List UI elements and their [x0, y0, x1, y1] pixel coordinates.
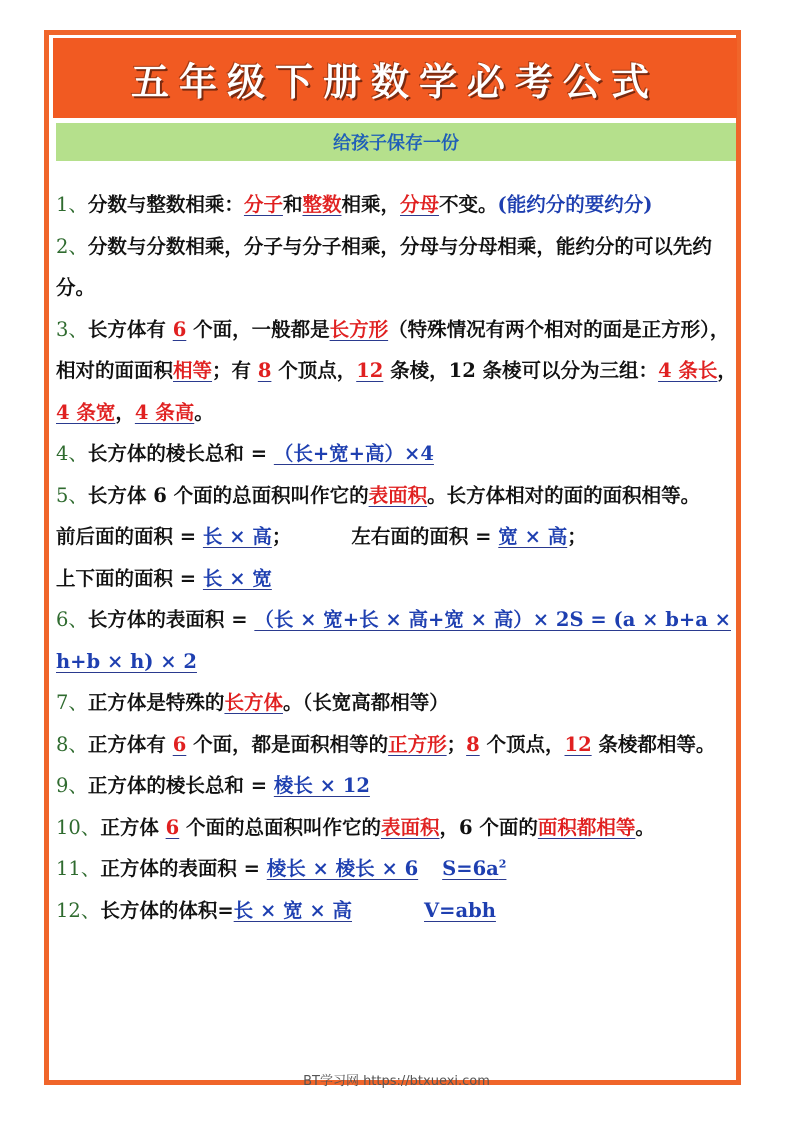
formula: 棱长 × 棱长 × 6: [266, 857, 419, 880]
keyword: 8: [466, 732, 480, 756]
list-item: [56, 433, 740, 475]
item-text: ，6 个面的: [439, 815, 538, 839]
keyword: 正方形: [388, 732, 447, 756]
keyword: 相等: [173, 359, 213, 382]
item-text: 。: [194, 400, 214, 424]
item-text: 长方体的表面积 =: [87, 608, 255, 631]
item-text: ；: [567, 525, 587, 548]
formula-base: S=6a: [442, 857, 499, 880]
item-number: 6、: [56, 608, 88, 631]
item-text: 个面，一般都是: [186, 317, 330, 341]
keyword: 表面积: [368, 483, 428, 507]
formula-exponent: 2: [498, 857, 507, 871]
item-text: 相乘，: [341, 193, 400, 216]
formula: 棱长 × 12: [273, 774, 370, 797]
list-item: [56, 309, 740, 434]
list-item: [56, 558, 740, 600]
item-text: 正方体是特殊的: [87, 691, 225, 714]
list-item: [56, 682, 740, 724]
item-number: 3、: [56, 317, 88, 341]
item-text: 长方体的体积=: [100, 898, 234, 922]
keyword: 表面积: [381, 815, 440, 839]
item-number: 4、: [56, 442, 88, 465]
keyword: 8: [257, 359, 272, 382]
item-text: ；: [446, 732, 467, 756]
formula: （长 × 宽+长 × 高+宽 × 高）× 2S = (a × b+a × h+b × h) × 2: [56, 608, 731, 673]
list-item: [56, 890, 740, 932]
keyword: 分子: [243, 193, 283, 216]
item-number: 2、: [56, 234, 88, 258]
keyword: 4 条高: [134, 400, 195, 424]
page-subtitle: 给孩子保存一份: [333, 133, 459, 154]
formula: 宽 × 高: [498, 525, 568, 548]
list-item: [56, 724, 740, 766]
item-text: 前后面的面积 =: [56, 525, 203, 548]
list-item: [56, 475, 740, 517]
formula: 长 × 高: [202, 525, 272, 548]
list-item: [56, 807, 740, 849]
item-text: 左右面的面积 =: [351, 525, 499, 548]
item-number: 7、: [56, 691, 88, 714]
formula: （长+宽+高）×4: [273, 442, 434, 465]
list-item: [56, 226, 740, 309]
item-text: 条棱都相等。: [591, 732, 716, 756]
item-number: 9、: [56, 774, 88, 797]
keyword: 6: [172, 732, 187, 756]
item-text: 个面的总面积叫作它的: [179, 815, 381, 839]
list-item: [56, 184, 740, 226]
keyword: 面积都相等: [537, 815, 636, 839]
list-item: [56, 848, 740, 890]
item-text: 上下面的面积 =: [56, 566, 203, 590]
item-text: 长方体的棱长总和 =: [87, 442, 274, 465]
page-title: 五年级下册数学必考公式: [130, 58, 659, 104]
item-text: 分数与整数相乘：: [87, 193, 244, 216]
formula: [442, 857, 506, 880]
formula-list: [56, 184, 740, 931]
item-number: 8、: [56, 732, 88, 756]
item-text: 正方体的棱长总和 =: [87, 774, 274, 797]
item-text: ，: [115, 400, 135, 424]
item-number: 1、: [56, 193, 88, 216]
item-text: ；: [271, 525, 292, 548]
item-number: 10、: [56, 815, 101, 839]
item-text: 个顶点，: [479, 732, 565, 756]
item-number: 11、: [56, 857, 101, 880]
item-text: 长方体有: [87, 317, 173, 341]
keyword: 6: [165, 815, 180, 839]
footer-watermark: BT学习网 https://btxuexi.com: [303, 1074, 490, 1089]
keyword: 长方体: [224, 691, 283, 714]
item-text: 正方体: [100, 815, 166, 839]
item-text: 个面，都是面积相等的: [186, 732, 389, 756]
subtitle-banner: [56, 123, 736, 161]
keyword: 12: [356, 359, 384, 382]
formula: 长 × 宽 × 高: [233, 898, 353, 922]
list-item: [56, 516, 740, 558]
keyword: 4 条长: [658, 359, 718, 382]
item-text: 和: [282, 193, 303, 216]
item-text: （特殊情况有两个相对的面是正方形），相对的面面积: [56, 317, 730, 382]
item-text: 长方体 6 个面的总面积叫作它的: [87, 483, 369, 507]
formula: 长 × 宽: [202, 566, 272, 590]
keyword: 6: [172, 317, 187, 341]
keyword: 整数: [302, 193, 342, 216]
item-number: 5、: [56, 483, 88, 507]
title-banner: [53, 38, 737, 118]
keyword: 长方形: [329, 317, 389, 341]
note-text: (能约分的要约分): [497, 193, 653, 216]
item-text: 分数与分数相乘，分子与分子相乘，分母与分母相乘，能约分的可以先约分。: [56, 234, 712, 299]
item-text: 。长方体相对的面的面积相等。: [427, 483, 701, 507]
keyword: 12: [564, 732, 592, 756]
list-item: [56, 765, 740, 807]
list-item: [56, 599, 740, 682]
item-text: ；有: [212, 359, 258, 382]
item-text: 个顶点，: [271, 359, 357, 382]
formula: V=abh: [424, 898, 496, 922]
item-text: 条棱，12 条棱可以分为三组：: [383, 359, 659, 382]
item-text: 正方体有: [87, 732, 173, 756]
item-text: 。（长宽高都相等）: [282, 691, 449, 714]
item-number: 12、: [56, 898, 101, 922]
item-text: 正方体的表面积 =: [100, 857, 267, 880]
item-text: 不变。: [439, 193, 498, 216]
item-text: 。: [635, 815, 655, 839]
keyword: 分母: [400, 193, 440, 216]
keyword: 4 条宽: [56, 400, 116, 424]
item-text: ，: [717, 359, 737, 382]
